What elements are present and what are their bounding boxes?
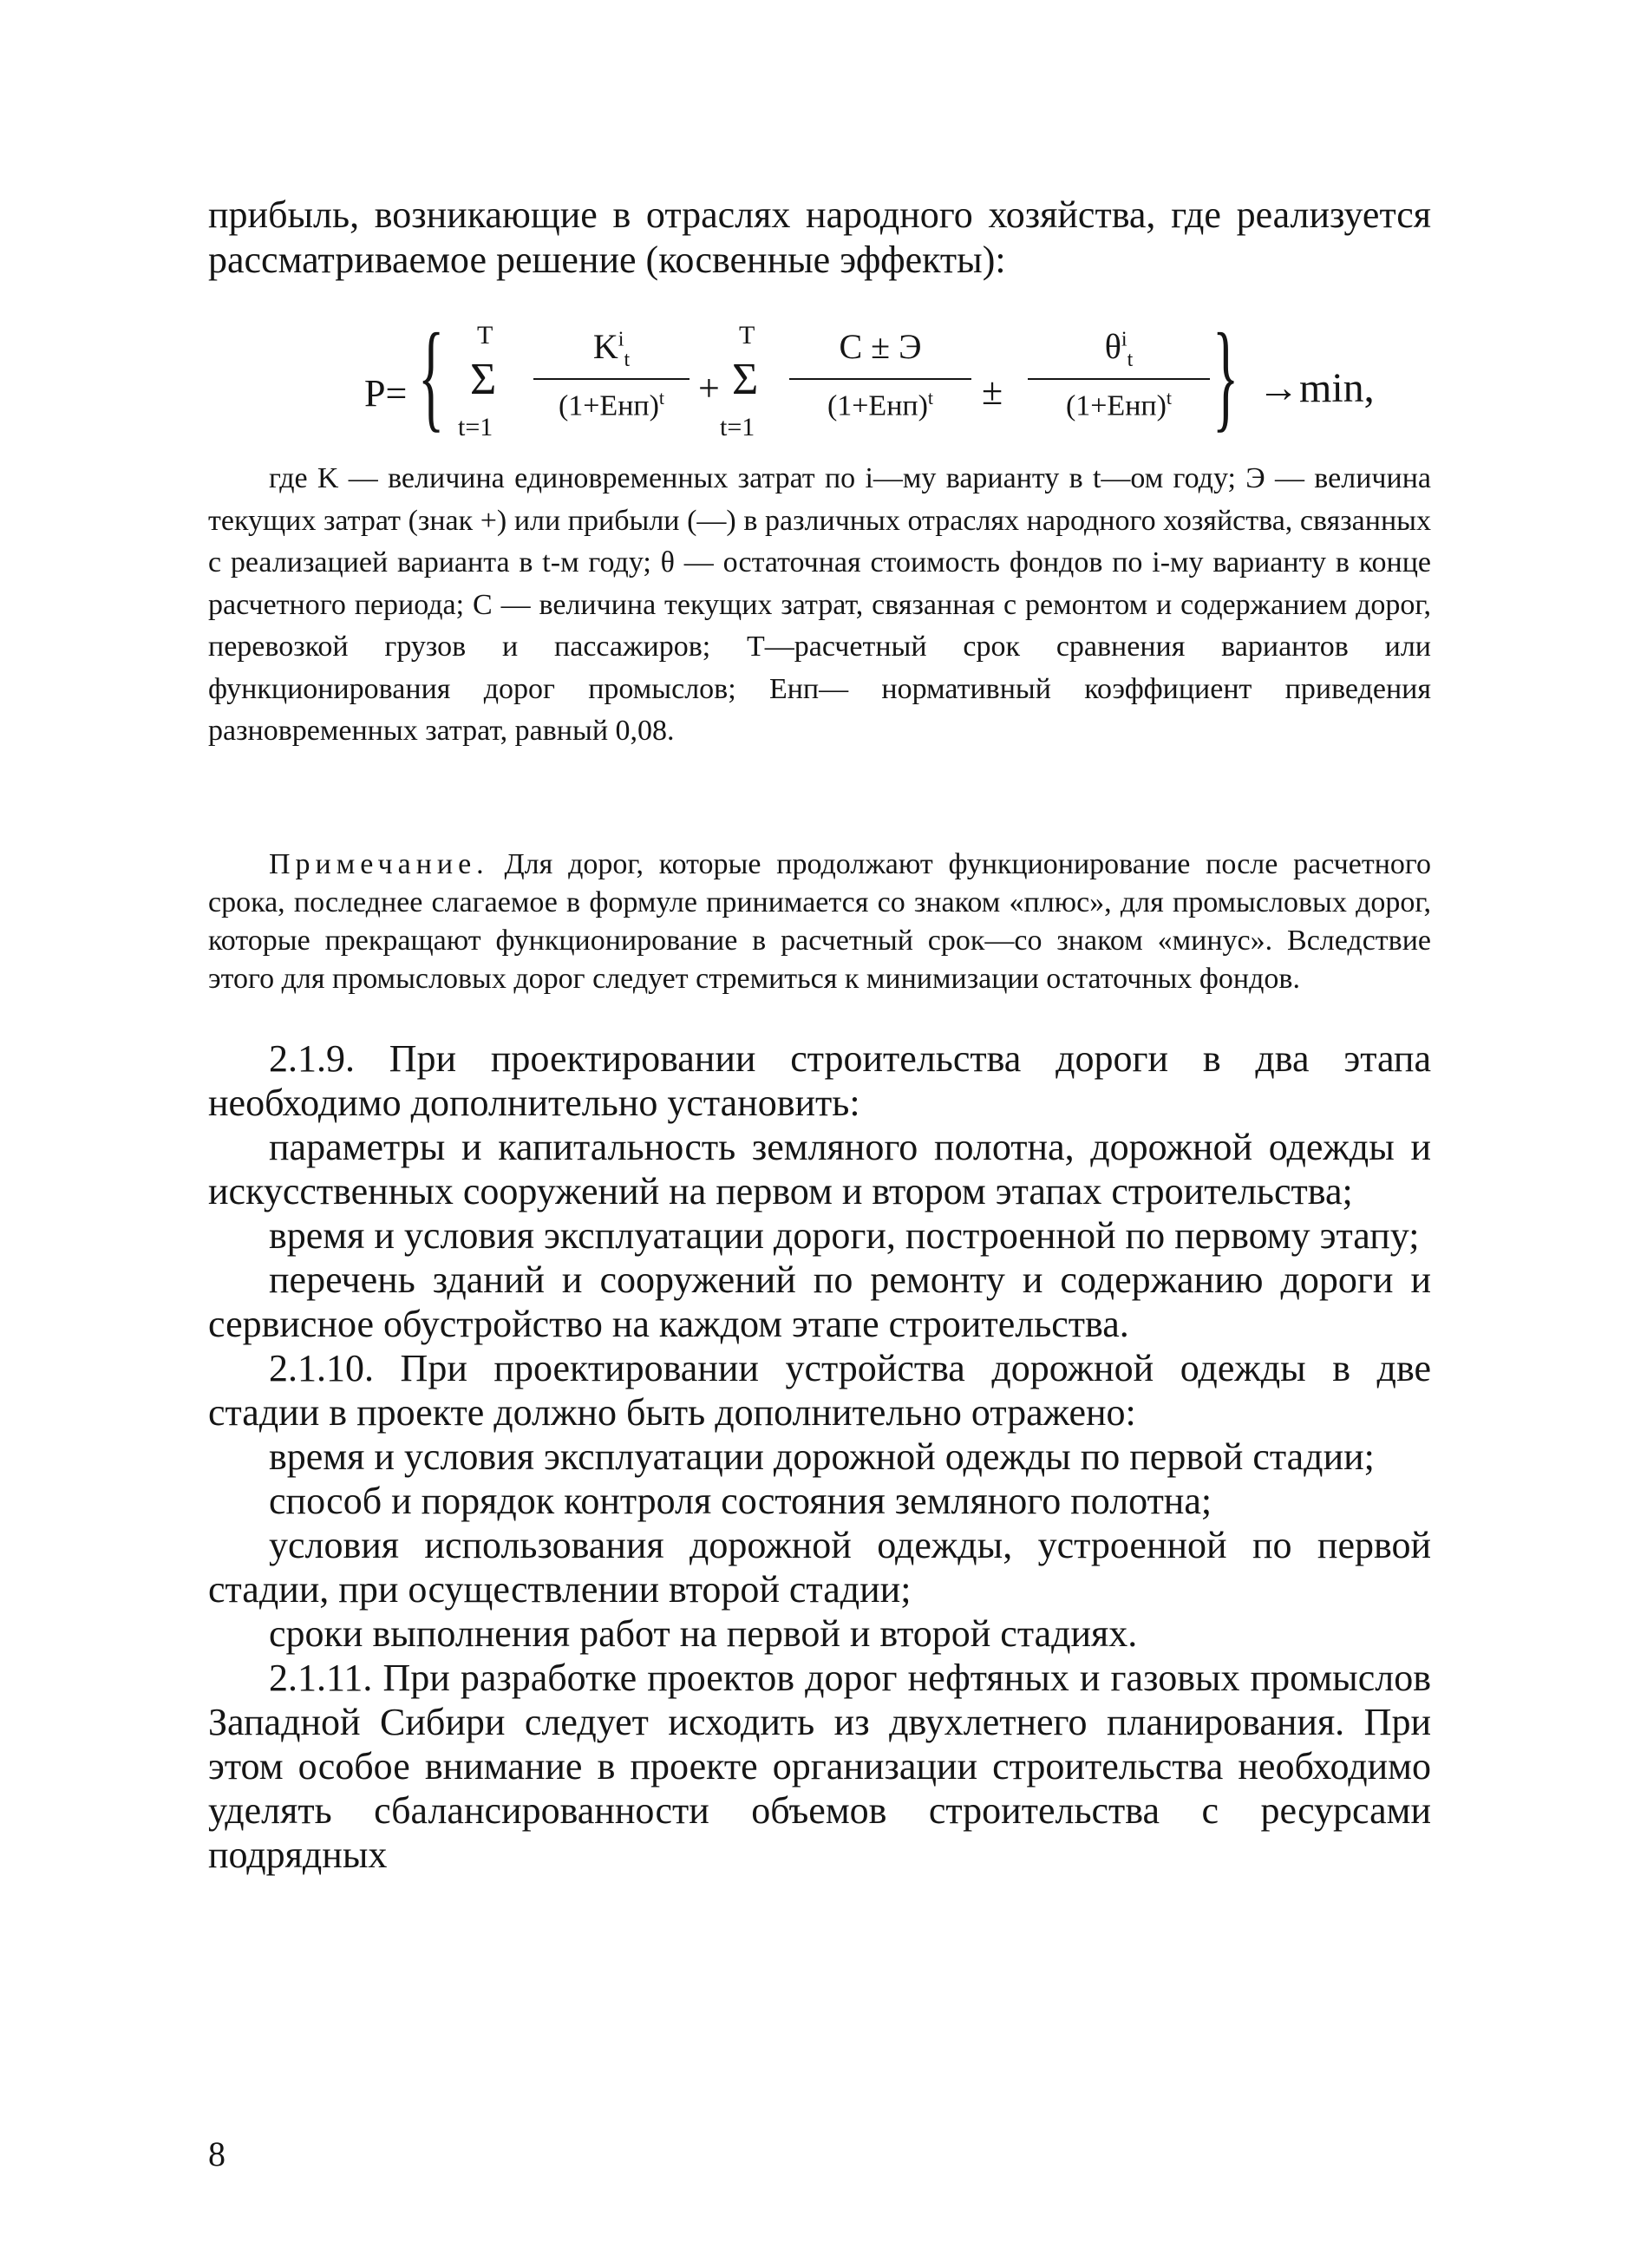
intro-text: прибыль, возникающие в отраслях народного хозяйства, где реализуется рассматриваемое решение (косвенные эффекты): <box>208 193 1431 281</box>
main-body <box>208 1036 1431 1877</box>
clause-2-1-11: 2.1.11. При разработке проектов дорог нефтяных и газовых промыслов Западной Сибири следует исходить из двухлетнего планирования. При этом особое внимание в проекте организации строительства необходимо уделять сбалансированности объемов строительства с ресурсами подрядных <box>208 1657 1431 1876</box>
formula-term1-denominator: $(1+Eнп)^t$ <box>558 387 665 422</box>
clause-2-1-9-item-3: перечень зданий и сооружений по ремонту и содержанию дороги и сервисное обустройство на каждом этапе строительства. <box>208 1258 1431 1345</box>
formula-term2-numerator: C ± Э <box>839 327 922 366</box>
formula-term3-numerator: $\theta^i_t$ <box>1104 327 1134 371</box>
formula-term3-denominator: $(1+Eнп)^t$ <box>1065 387 1173 422</box>
clause-2-1-10-item-2: способ и порядок контроля состояния земляного полотна; <box>269 1480 1212 1522</box>
formula-open-brace: { <box>418 309 445 443</box>
formula-sum1-sigma: Σ <box>470 355 497 404</box>
formula-term3-bar <box>1028 378 1210 380</box>
formula-term1-numerator: $K^i_t$ <box>592 327 631 371</box>
clause-2-1-10-item-1: время и условия эксплуатации дорожной одежды по первой стадии; <box>269 1435 1375 1478</box>
formula-sum1-upper: T <box>477 321 493 350</box>
clause-2-1-10-item-4: сроки выполнения работ на первой и второй стадиях. <box>269 1612 1138 1655</box>
formula-term2-bar <box>789 378 971 380</box>
formula-plus-minus: ± <box>982 370 1003 413</box>
note-label: Примечание. <box>269 848 489 880</box>
formula-term2-denominator: $(1+Eнп)^t$ <box>827 387 934 422</box>
clause-2-1-9-item-2: время и условия эксплуатации дороги, построенной по первому этапу; <box>269 1214 1420 1257</box>
clause-2-1-9-item-1: параметры и капитальность земляного полотна, дорожной одежды и искусственных сооружений на первом и втором этапах строительства; <box>208 1126 1431 1212</box>
definitions-text: где K — величина единовременных затрат по i—му варианту в t—ом году; Э — величина текущих затрат (знак +) или прибыли (—) в различных отраслях народного хозяйства, связанных с реализацией варианта в t-м году; θ — остаточная стоимость фондов по i-му варианту в конце расчетного периода; C — величина текущих затрат, связанная с ремонтом и содержанием дорог, перевозкой грузов и пассажиров; T—расчетный срок сравнения вариантов или функционирования дорог промыслов; Eнп— нормативный коэффициент приведения разновременных затрат, равный 0,08. <box>208 462 1431 747</box>
formula-rhs: →min, <box>1258 365 1375 411</box>
formula-term1-bar <box>533 378 690 380</box>
clause-2-1-10: 2.1.10. При проектировании устройства дорожной одежды в две стадии в проекте должно быть дополнительно отражено: <box>208 1347 1431 1434</box>
clause-2-1-10-item-3: условия использования дорожной одежды, устроенной по первой стадии, при осуществлении второй стадии; <box>208 1524 1431 1611</box>
formula <box>364 309 1422 451</box>
note-paragraph <box>208 846 1431 998</box>
clause-2-1-9: 2.1.9. При проектировании строительства дороги в два этапа необходимо дополнительно установить: <box>208 1037 1431 1124</box>
note-text: Для дорог, которые продолжают функционирование после расчетного срока, последнее слагаемое в формуле принимается со знаком «плюс», для промысловых дорог, которые прекращают функционирование в расчетный срок—со знаком «минус». Вследствие этого для промысловых дорог следует стремиться к минимизации остаточных фондов. <box>208 848 1431 995</box>
formula-sum2-lower: t=1 <box>720 413 755 441</box>
formula-close-brace: } <box>1212 309 1239 443</box>
formula-sum1-lower: t=1 <box>458 413 493 441</box>
formula-sum2-upper: T <box>739 321 755 350</box>
page-number: 8 <box>208 2134 225 2173</box>
formula-lhs: P= <box>364 372 408 415</box>
intro-paragraph <box>208 193 1431 283</box>
formula-plus: + <box>698 367 720 409</box>
definitions-paragraph <box>208 458 1431 753</box>
formula-sum2-sigma: Σ <box>732 355 759 404</box>
